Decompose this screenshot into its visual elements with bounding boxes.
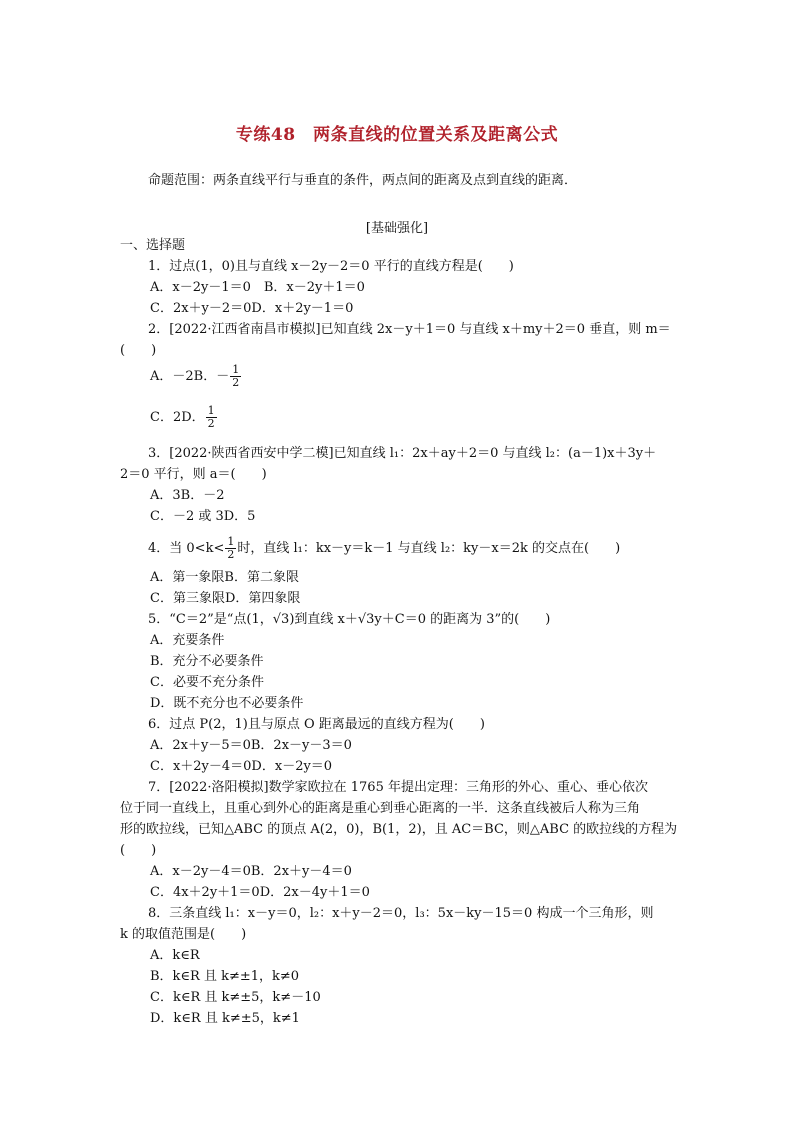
scope-text: 命题范围：两条直线平行与垂直的条件，两点间的距离及点到直线的距离． bbox=[148, 173, 578, 188]
q4-stem-post: 时，直线 l₁：kx－y＝k－1 与直线 l₂：ky－x＝2k 的交点在( ) bbox=[237, 541, 621, 556]
q5-option-c: C．必要不充分条件 bbox=[150, 675, 264, 690]
q5-option-a: A．充要条件 bbox=[150, 633, 225, 648]
q2-fraction bbox=[230, 364, 241, 389]
section-heading: [基础强化] bbox=[365, 221, 429, 236]
q1-options-cd: C．2x＋y－2＝0D．x＋2y－1＝0 bbox=[150, 301, 354, 316]
q4-fraction-num: 1 bbox=[227, 535, 235, 548]
q8-option-d: D．k∈R 且 k≠±5，k≠1 bbox=[150, 1011, 300, 1026]
q2-fraction-2 bbox=[206, 405, 217, 430]
q4-options-ab: A．第一象限B．第二象限 bbox=[150, 570, 299, 585]
q7-options-cd: C．4x＋2y＋1＝0D．2x－4y＋1＝0 bbox=[150, 885, 370, 900]
q8-option-a: A．k∈R bbox=[150, 948, 200, 963]
q1-options-ab: A．x－2y－1＝0 B．x－2y＋1＝0 bbox=[150, 280, 365, 295]
q4-fraction bbox=[225, 536, 236, 561]
q4-stem-pre: 4．当 0<k< bbox=[148, 541, 225, 556]
q8-option-c: C．k∈R 且 k≠±5，k≠－10 bbox=[150, 990, 321, 1005]
q5-option-b: B．充分不必要条件 bbox=[150, 654, 264, 669]
q2-options-cd-text: C．2D． bbox=[150, 410, 205, 425]
q4-fraction-den: 2 bbox=[227, 548, 235, 561]
q6-stem: 6．过点 P(2，1)且与原点 O 距离最远的直线方程为( ) bbox=[148, 717, 485, 732]
q2-options-ab-text: A．－2B．－ bbox=[150, 369, 230, 384]
q8-option-b: B．k∈R 且 k≠±1，k≠0 bbox=[150, 969, 300, 984]
q6-options-cd: C．x＋2y－4＝0D．x－2y＝0 bbox=[150, 759, 333, 774]
q7-stem-line2: 位于同一直线上，且重心到外心的距离是重心到垂心距离的一半．这条直线被后人称为三角 bbox=[120, 801, 641, 816]
q2-options-ab bbox=[150, 364, 242, 389]
q7-options-ab: A．x－2y－4＝0B．2x＋y－4＝0 bbox=[150, 864, 352, 879]
q2-fraction-den: 2 bbox=[232, 376, 240, 389]
q7-stem-line3: 形的欧拉线，已知△ABC 的顶点 A(2，0)，B(1，2)，且 AC＝BC，则△ABC 的欧拉线的方程为 bbox=[120, 822, 678, 837]
q6-options-ab: A．2x＋y－5＝0B．2x－y－3＝0 bbox=[150, 738, 352, 753]
q4-options-cd: C．第三象限D．第四象限 bbox=[150, 591, 301, 606]
q3-options-cd: C．－2 或 3D．5 bbox=[150, 509, 256, 524]
page-title: 专练48 两条直线的位置关系及距离公式 bbox=[235, 125, 559, 145]
q5-stem: 5．“C＝2”是“点(1，√3)到直线 x＋√3y＋C＝0 的距离为 3”的( ) bbox=[148, 612, 551, 627]
q1-stem: 1．过点(1，0)且与直线 x－2y－2＝0 平行的直线方程是( ) bbox=[148, 259, 514, 274]
q2-options-cd bbox=[150, 405, 218, 430]
q4-stem bbox=[148, 536, 620, 561]
q8-stem-line1: 8．三条直线 l₁：x－y＝0，l₂：x＋y－2＝0，l₃：5x－ky－15＝0 构成一个三角形，则 bbox=[148, 906, 654, 921]
q3-stem-line2: 2＝0 平行，则 a＝( ) bbox=[120, 467, 267, 482]
q3-options-ab: A．3B．－2 bbox=[150, 488, 225, 503]
q2-fraction-2-den: 2 bbox=[207, 417, 215, 430]
q2-fraction-num: 1 bbox=[232, 363, 240, 376]
q2-stem-line1: 2．[2022·江西省南昌市模拟]已知直线 2x－y＋1＝0 与直线 x＋my＋2＝0 垂直，则 m＝ bbox=[148, 322, 671, 337]
q5-option-d: D．既不充分也不必要条件 bbox=[150, 696, 304, 711]
q2-stem-line2: ( ) bbox=[120, 343, 157, 358]
q8-stem-line2: k 的取值范围是( ) bbox=[120, 927, 247, 942]
q3-stem-line1: 3．[2022·陕西省西安中学二模]已知直线 l₁：2x＋ay＋2＝0 与直线 l₂：(a－1)x＋3y＋ bbox=[148, 446, 657, 461]
q7-stem-line4: ( ) bbox=[120, 843, 157, 858]
q2-fraction-2-num: 1 bbox=[207, 404, 215, 417]
q7-stem-line1: 7．[2022·洛阳模拟]数学家欧拉在 1765 年提出定理：三角形的外心、重心、垂心依次 bbox=[148, 780, 648, 795]
part-heading: 一、选择题 bbox=[120, 238, 186, 253]
